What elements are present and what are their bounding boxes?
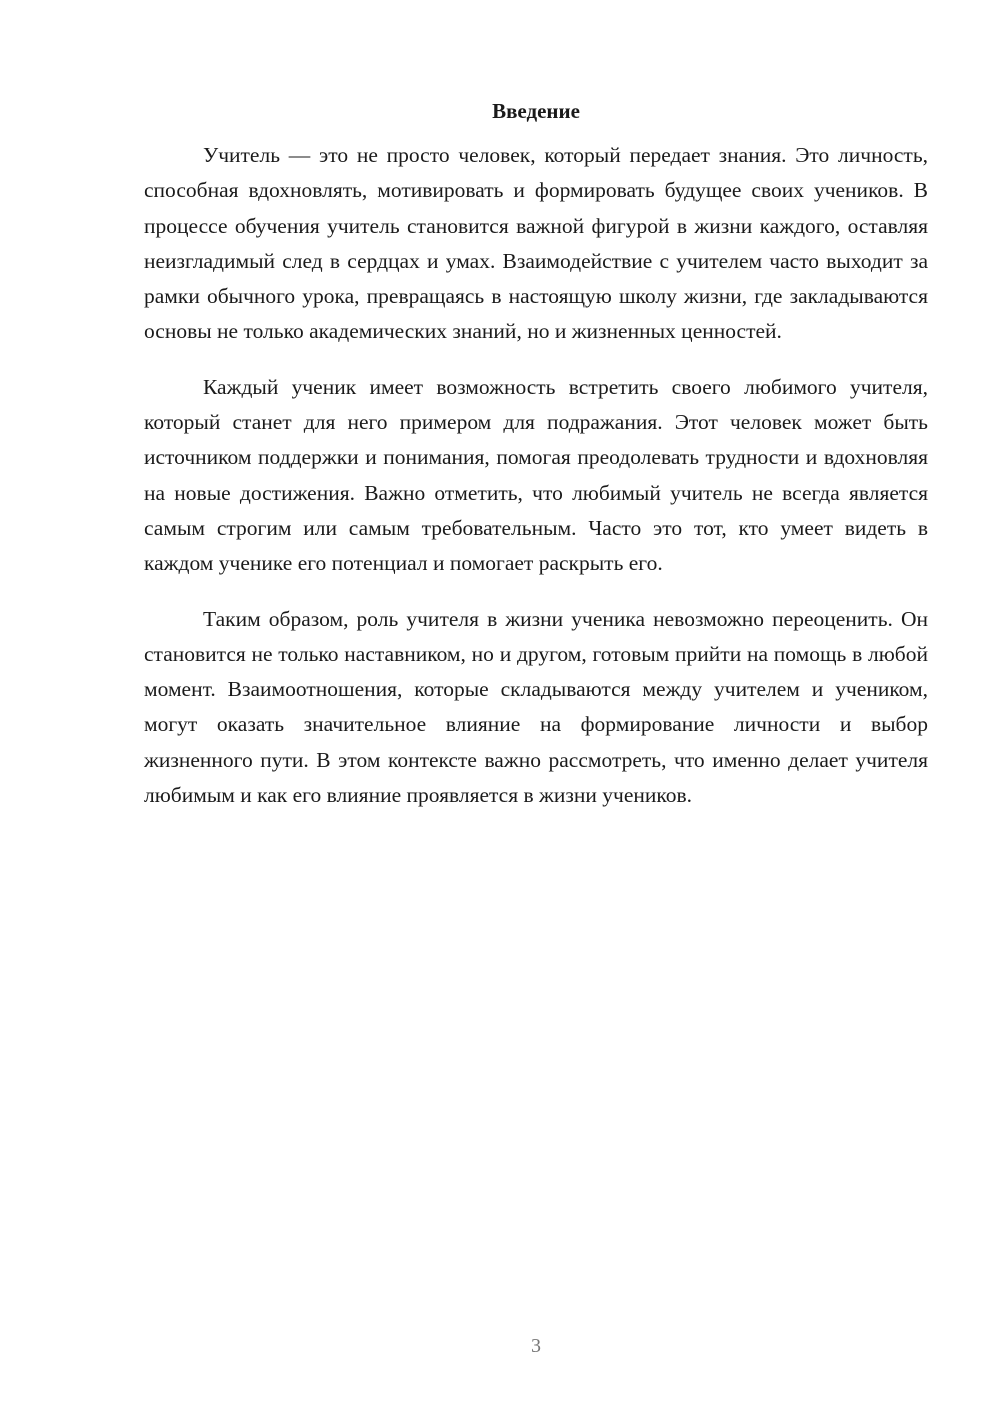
paragraph-3: Таким образом, роль учителя в жизни ученика невозможно переоценить. Он становится не только наставником, но и другом, готовым прийти на помощь в любой момент. Взаимоотношения, которые складываются между учителем и учеником, могут оказать значительное влияние на формирование личности и выбор жизненного пути. В этом контексте важно рассмотреть, что именно делает учителя любимым и как его влияние проявляется в жизни учеников. — [144, 606, 928, 808]
paragraph-2: Каждый ученик имеет возможность встретить своего любимого учителя, который станет для него примером для подражания. Этот человек может быть источником поддержки и понимания, помогая преодолевать трудности и вдохновляя на новые достижения. Важно отметить, что любимый учитель не всегда является самым строгим или самым требовательным. Часто это тот, кто умеет видеть в каждом ученике его потенциал и помогает раскрыть его. — [144, 374, 928, 576]
page-number: 3 — [531, 1335, 541, 1357]
page-content — [144, 97, 928, 833]
paragraph-1: Учитель — это не просто человек, который передает знания. Это личность, способная вдохновлять, мотивировать и формировать будущее своих учеников. В процессе обучения учитель становится важной фигурой в жизни каждого, оставляя неизгладимый след в сердцах и умах. Взаимодействие с учителем часто выходит за рамки обычного урока, превращаясь в настоящую школу жизни, где закладываются основы не только академических знаний, но и жизненных ценностей. — [144, 143, 928, 344]
section-heading: Введение — [492, 99, 580, 123]
